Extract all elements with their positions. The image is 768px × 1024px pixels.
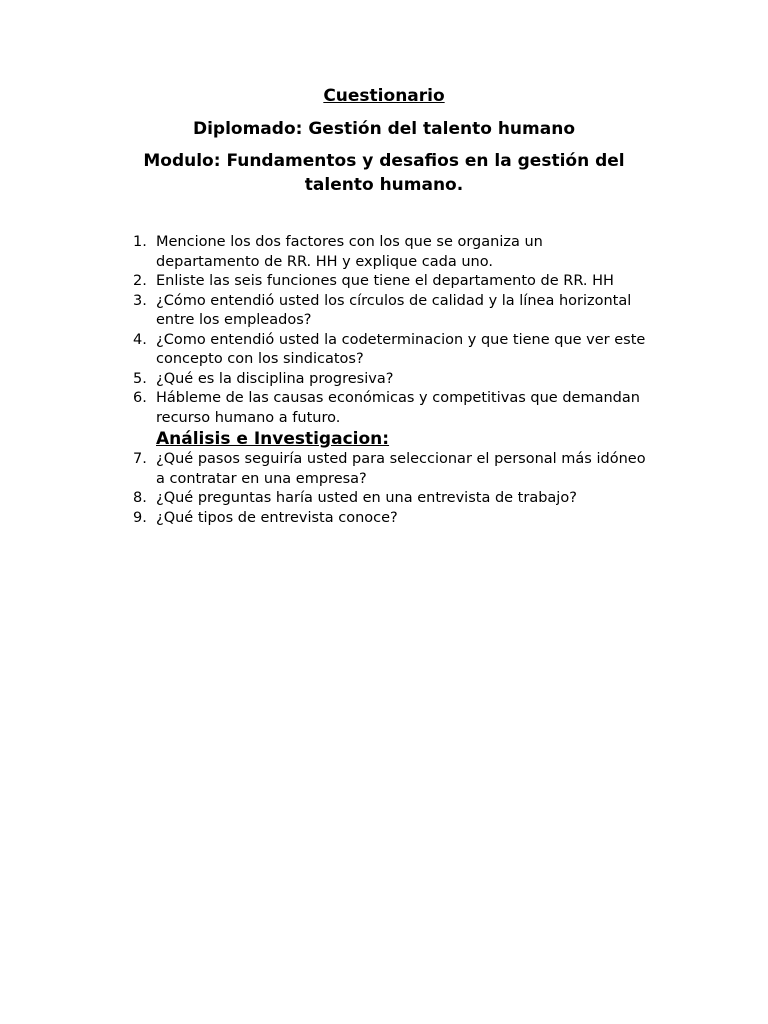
diplomado-heading: Diplomado: Gestión del talento humano <box>192 119 576 139</box>
question-text: ¿Qué tipos de entrevista conoce? <box>156 509 398 526</box>
question-text: ¿Cómo entendió usted los círculos de calidad y la línea horizontal entre los empleados? <box>156 292 632 328</box>
question-text: ¿Qué pasos seguiría usted para seleccionar el personal más idóneo a contratar en una empresa? <box>156 451 646 487</box>
question-number: 1. <box>133 234 147 250</box>
question-text: Enliste las seis funciones que tiene el departamento de RR. HH <box>156 273 614 289</box>
question-item <box>0 450 646 489</box>
question-number: 8. <box>133 490 147 506</box>
question-number: 4. <box>133 331 147 348</box>
modulo-heading: Modulo: Fundamentos y desafios en la gestión del talento humano. <box>143 151 625 195</box>
question-text: ¿Qué preguntas haría usted en una entrevista de trabajo? <box>156 490 577 506</box>
question-item <box>0 272 646 292</box>
question-item <box>0 370 646 390</box>
question-number: 9. <box>133 509 147 526</box>
question-number: 3. <box>133 292 147 309</box>
document-title: Cuestionario <box>323 86 445 106</box>
question-text: ¿Qué es la disciplina progresiva? <box>156 370 394 387</box>
question-item <box>0 389 646 428</box>
question-text: Hábleme de las causas económicas y competitivas que demandan recurso humano a futuro. <box>156 390 640 426</box>
question-text: Mencione los dos factores con los que se organiza un departamento de RR. HH y explique cada uno. <box>156 234 543 270</box>
question-number: 7. <box>133 451 147 467</box>
question-item <box>0 292 646 331</box>
question-list <box>0 233 768 528</box>
question-item <box>0 489 646 509</box>
question-item <box>0 509 646 529</box>
question-text: ¿Como entendió usted la codeterminacion y que tiene que ver este concepto con los sindicatos? <box>156 331 646 367</box>
question-number: 5. <box>133 370 147 387</box>
question-number: 2. <box>133 273 147 289</box>
question-item <box>0 331 646 370</box>
section-heading: Análisis e Investigacion: <box>156 429 390 449</box>
question-number: 6. <box>133 390 147 406</box>
question-item <box>0 233 646 272</box>
